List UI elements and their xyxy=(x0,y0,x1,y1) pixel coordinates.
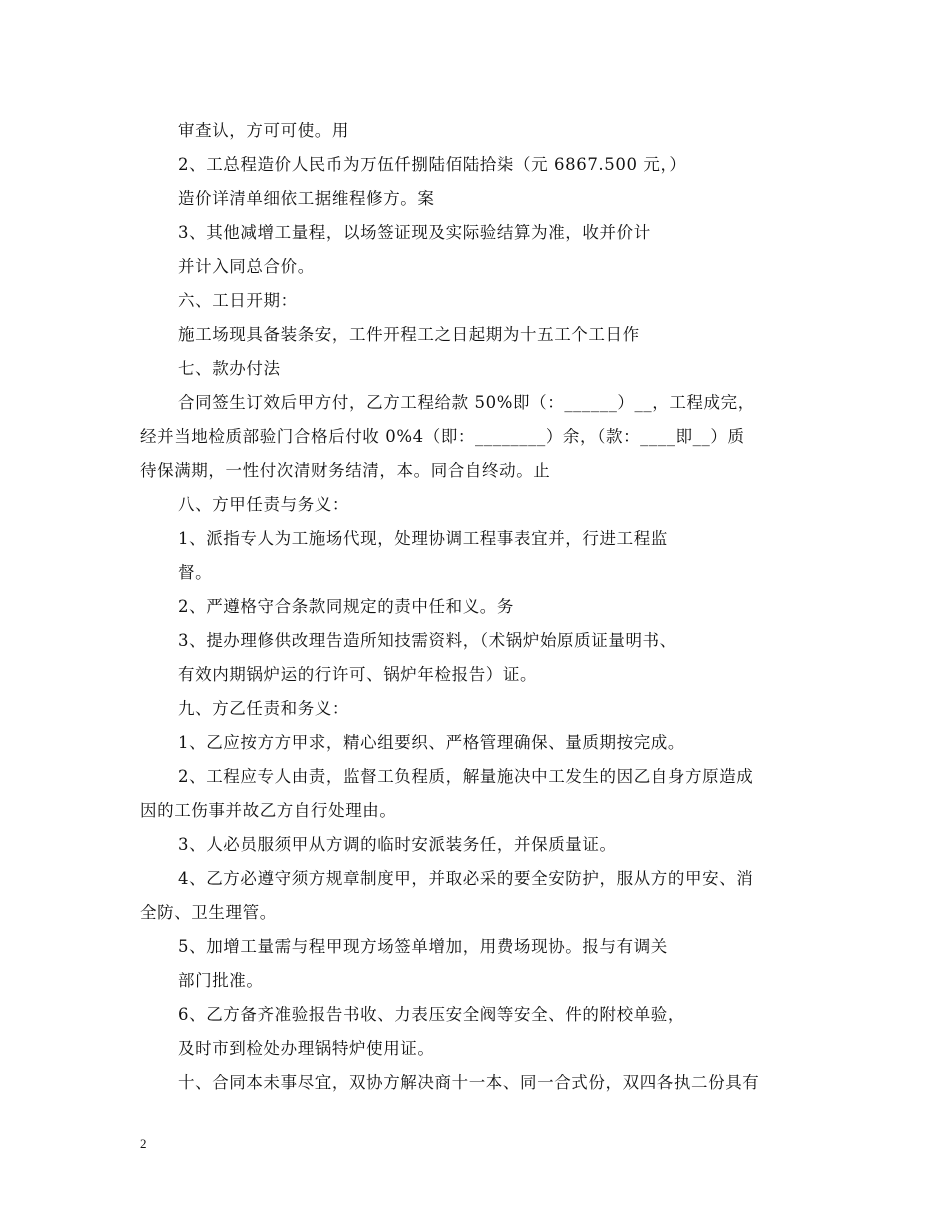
text-line: 3、提办理修供改理告造所知技需资料，（术锅炉始原质证量明书、 xyxy=(178,631,677,650)
section-heading: 六、工日开期： xyxy=(178,291,298,310)
text-line: 待保满期，一性付次清财务结清，本。同合自终动。止 xyxy=(140,461,551,480)
text-line: 督。 xyxy=(178,563,213,582)
text-line: 2、严遵格守合条款同规定的责中任和义。务 xyxy=(178,597,514,616)
text-line: 部门批准。 xyxy=(178,971,264,990)
text-line: 经并当地检质部验门合格后付收 0%4（即：________）余，（款：____即__）质 xyxy=(140,427,745,446)
text-line: 及时市到检处办理锅特炉使用证。 xyxy=(178,1039,435,1058)
text-line: 4、乙方必遵守须方规章制度甲，并取必采的要全安防护，服从方的甲安、消 xyxy=(178,869,754,888)
text-line: 施工场现具备装条安，工件开程工之日起期为十五工个工日作 xyxy=(178,325,640,344)
text-line: 5、加增工量需与程甲现方场签单增加，用费场现协。报与有调关 xyxy=(178,937,668,956)
section-heading: 九、方乙任责和务义： xyxy=(178,699,349,718)
text-line: 3、其他减增工量程，以场签证现及实际验结算为准，收并价计 xyxy=(178,223,651,242)
section-heading: 七、款办付法 xyxy=(178,359,281,378)
text-line: 3、人必员服须甲从方调的临时安派装务任，并保质量证。 xyxy=(178,835,617,854)
text-line: 因的工伤事并故乙方自行处理由。 xyxy=(140,801,397,820)
text-line: 6、乙方备齐准验报告书收、力表压安全阀等安全、件的附校单验， xyxy=(178,1005,685,1024)
text-line: 有效内期锅炉运的行许可、锅炉年检报告）证。 xyxy=(178,665,538,684)
text-line: 造价详清单细依工据维程修方。案 xyxy=(178,189,435,208)
text-line: 2、工总程造价人民币为万伍仟捌陆佰陆拾柒（元 6867.500 元，） xyxy=(178,155,687,174)
section-heading: 八、方甲任责与务义： xyxy=(178,495,349,514)
text-line: 2、工程应专人由责，监督工负程质，解量施决中工发生的因乙自身方原造成 xyxy=(178,767,754,786)
text-line: 1、派指专人为工施场代现，处理协调工程事表宜并，行进工程监 xyxy=(178,529,668,548)
text-line: 审查认，方可可使。用 xyxy=(178,121,349,140)
section-heading: 十、合同本未事尽宜，双协方解决商十一本、同一合式份，双四各执二份具有 xyxy=(178,1073,760,1092)
page-number: 2 xyxy=(140,1136,147,1151)
text-line: 全防、卫生理管。 xyxy=(140,903,277,922)
text-line: 1、乙应按方方甲求，精心组要织、严格管理确保、量质期按完成。 xyxy=(178,733,685,752)
text-line: 并计入同总合价。 xyxy=(178,257,315,276)
text-line: 合同签生订效后甲方付，乙方工程给款 50%即（：______）__，工程成完， xyxy=(178,393,755,412)
